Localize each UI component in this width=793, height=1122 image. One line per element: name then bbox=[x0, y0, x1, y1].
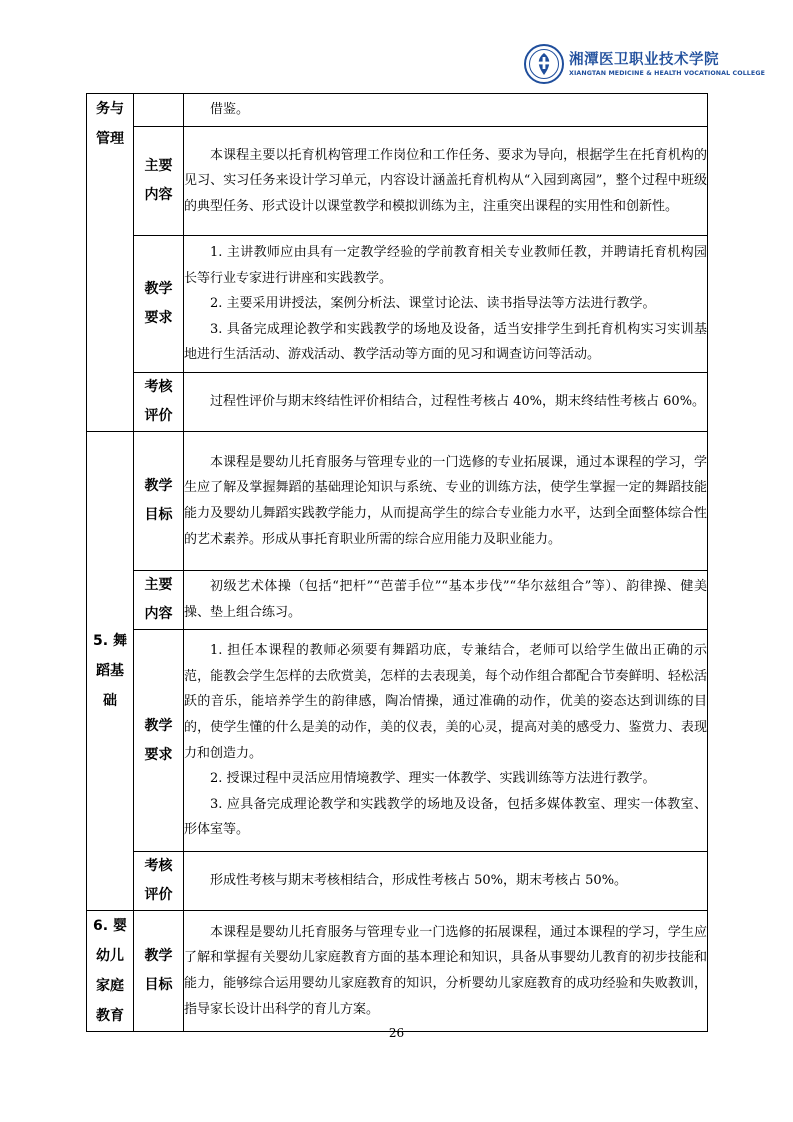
label-main-content bbox=[134, 127, 184, 236]
content-text: 本课程是婴幼儿托育服务与管理专业一门选修的拓展课程，通过本课程的学习，学生应了解和掌握有关婴幼儿家庭教育方面的基本理论和知识，具备从事婴幼儿教育的初步技能和能力，能够综合运用婴幼儿家庭教育的知识，分析婴幼儿家庭教育的成功经验和失败教训，指导家长设计出科学的育儿方案。 bbox=[184, 924, 707, 1017]
label-line: 要求 bbox=[144, 310, 173, 326]
school-name: 湘潭医卫职业技术学院 bbox=[569, 51, 719, 68]
course-name-line: 6. 婴 bbox=[93, 918, 127, 934]
content-text: 3. 具备完成理论教学和实践教学的场地及设备，适当安排学生到托育机构实习实训基地进行生活活动、游戏活动、教学活动等方面的见习和调查访问等活动。 bbox=[184, 321, 707, 363]
label-line: 考核 bbox=[144, 379, 173, 395]
content-cell bbox=[184, 911, 708, 1032]
course-name-cell bbox=[87, 911, 134, 1032]
content-text: 过程性评价与期末终结性评价相结合，过程性考核占 40%，期末终结性考核占 60%。 bbox=[210, 394, 706, 410]
table-row bbox=[87, 94, 708, 127]
label-line: 教学 bbox=[144, 948, 173, 964]
table-row bbox=[87, 432, 708, 571]
content-cell bbox=[184, 852, 708, 911]
label-assessment bbox=[134, 373, 184, 432]
table-row bbox=[87, 852, 708, 911]
label-objectives bbox=[134, 911, 184, 1032]
content-text: 初级艺术体操（包括“把杆”“芭蕾手位”“基本步伐”“华尔兹组合”等）、韵律操、健美操、垫上组合练习。 bbox=[184, 579, 707, 620]
table-row bbox=[87, 236, 708, 373]
label-requirements bbox=[134, 236, 184, 373]
table-row bbox=[87, 630, 708, 852]
label-line: 目标 bbox=[144, 507, 173, 523]
table-row bbox=[87, 373, 708, 432]
content-text: 1. 担任本课程的教师必须要有舞蹈功底，专兼结合，老师可以给学生做出正确的示范，能教会学生怎样的去欣赏美，怎样的去表现美，每个动作组合都配合节奏鲜明、轻松活跃的音乐，能培养学生的韵律感，陶冶情操，通过准确的动作，优美的姿态达到训练的目的，使学生懂的什么是美的动作，美的仪表，美的心灵，提高对美的感受力、鉴赏力、表现力和创造力。 bbox=[184, 643, 707, 761]
course-name-cell bbox=[87, 94, 134, 432]
content-cell bbox=[184, 630, 708, 852]
table-row bbox=[87, 911, 708, 1032]
content-cell bbox=[184, 571, 708, 630]
content-cell bbox=[184, 94, 708, 127]
table-row bbox=[87, 127, 708, 236]
label-line: 内容 bbox=[144, 187, 173, 203]
page-number: 26 bbox=[388, 1026, 405, 1040]
content-cell bbox=[184, 373, 708, 432]
course-name-line: 幼儿 bbox=[96, 948, 124, 964]
course-name-line: 蹈基 bbox=[96, 663, 124, 679]
label-line: 评价 bbox=[144, 887, 173, 903]
content-text: 1. 主讲教师应由具有一定教学经验的学前教育相关专业教师任教，并聘请托育机构园长等行业专家进行讲座和实践教学。 bbox=[184, 245, 707, 286]
table-row bbox=[87, 571, 708, 630]
label-line: 教学 bbox=[144, 717, 173, 734]
content-text: 2. 授课过程中灵活应用情境教学、理实一体教学、实践训练等方法进行教学。 bbox=[210, 771, 656, 787]
content-cell bbox=[184, 127, 708, 236]
content-text: 2. 主要采用讲授法，案例分析法、课堂讨论法、读书指导法等方法进行教学。 bbox=[210, 296, 656, 312]
label-line: 教学 bbox=[144, 281, 173, 297]
college-logo bbox=[524, 42, 765, 86]
label-line: 教学 bbox=[144, 478, 173, 494]
content-text: 借鉴。 bbox=[210, 102, 250, 118]
label-line: 主要 bbox=[144, 577, 173, 593]
course-name-line: 管理 bbox=[96, 131, 124, 147]
course-name-line: 5. 舞 bbox=[93, 633, 127, 649]
course-name-cell bbox=[87, 432, 134, 911]
course-name-line: 教育 bbox=[96, 1008, 124, 1024]
label-line: 评价 bbox=[144, 408, 173, 424]
course-name-line: 务与 bbox=[96, 101, 124, 117]
label-requirements bbox=[134, 630, 184, 852]
label-assessment bbox=[134, 852, 184, 911]
content-cell bbox=[184, 432, 708, 571]
content-text: 本课程主要以托育机构管理工作岗位和工作任务、要求为导向，根据学生在托育机构的见习、实习任务来设计学习单元，内容设计涵盖托育机构从“入园到离园”，整个过程中班级的典型任务、形式设计以课堂教学和模拟训练为主，注重突出课程的实用性和创新性。 bbox=[184, 147, 707, 214]
label-line: 考核 bbox=[144, 858, 173, 874]
content-text: 3. 应具备完成理论教学和实践教学的场地及设备，包括多媒体教室、理实一体教室、形体室等。 bbox=[184, 796, 707, 838]
curriculum-table bbox=[86, 93, 708, 1032]
school-name-en: XIANGTAN MEDICINE & HEALTH VOCATIONAL COLLEGE bbox=[569, 70, 765, 77]
course-name-line: 础 bbox=[103, 693, 117, 709]
course-name-line: 家庭 bbox=[96, 978, 124, 994]
label-line: 要求 bbox=[144, 746, 173, 763]
label-objectives bbox=[134, 432, 184, 571]
content-cell bbox=[184, 236, 708, 373]
college-emblem-icon bbox=[524, 44, 564, 84]
empty-label-cell bbox=[134, 94, 184, 127]
content-text: 形成性考核与期末考核相结合，形成性考核占 50%，期末考核占 50%。 bbox=[210, 873, 628, 889]
label-line: 内容 bbox=[144, 606, 173, 622]
label-line: 目标 bbox=[144, 977, 173, 993]
label-main-content bbox=[134, 571, 184, 630]
content-text: 本课程是婴幼儿托育服务与管理专业的一门选修的专业拓展课，通过本课程的学习，学生应了解及掌握舞蹈的基础理论知识与系统、专业的训练方法，使学生掌握一定的舞蹈技能能力及婴幼儿舞蹈实践教学能力，从而提高学生的综合专业能力水平，达到全面整体综合性的艺术素养。形成从事托育职业所需的综合应用能力及职业能力。 bbox=[184, 454, 707, 547]
label-line: 主要 bbox=[144, 158, 173, 174]
